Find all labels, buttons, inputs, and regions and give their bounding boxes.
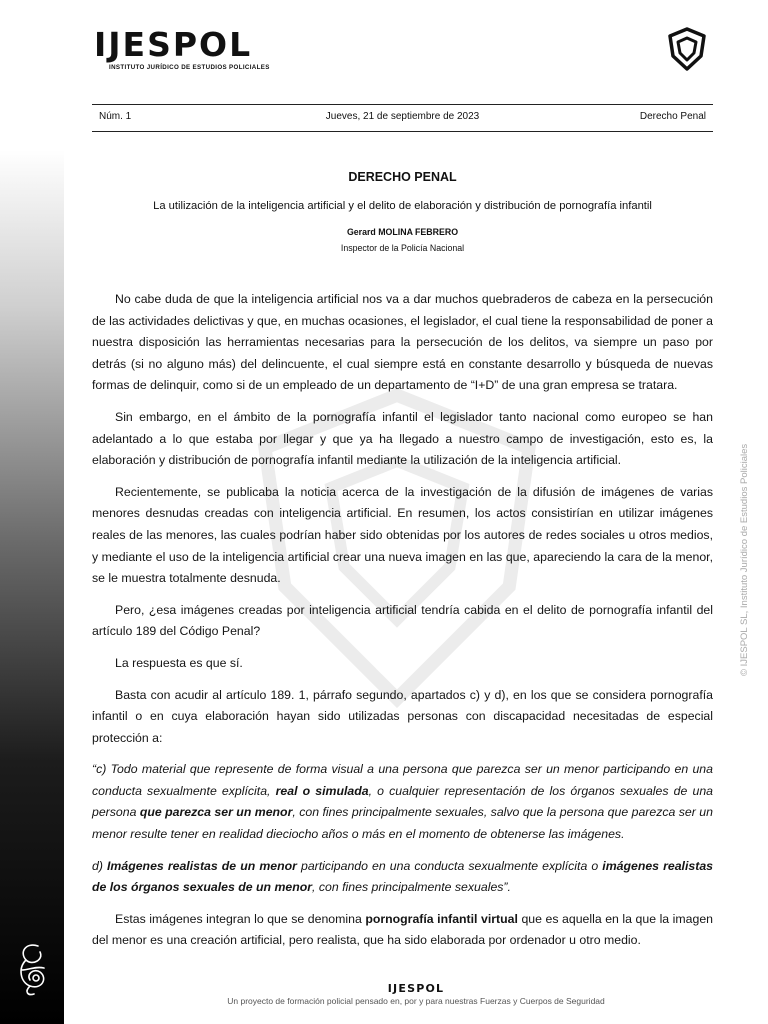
quote-text: , con fines principalmente sexuales”. [312,880,511,895]
paragraph: Sin embargo, en el ámbito de la pornografía infantil el legislador tanto nacional como europeo se han adelantado a lo que estaba por llegar y que ya ha llegado a nuestro campo de investigación, esto es, la elaboración y distribución de pornografía infantil mediante la utilización de la inteligencia artificial. [92,409,713,468]
issue-date: Jueves, 21 de septiembre de 2023 [325,111,480,122]
paragraph: La respuesta es que sí. [115,655,243,670]
paragraph-emphasis: pornografía infantil virtual [365,911,518,926]
paragraph: Pero, ¿esa imágenes creadas por inteligencia artificial tendría cabida en el delito de pornografía infantil del artículo 189 del Código Penal? [92,602,713,639]
paragraph: Recientemente, se publicaba la noticia acerca de la investigación de la difusión de imágenes de varias menores desnudas creadas con inteligencia artificial. En resumen, los actos consistirían en utilizar imágenes reales de las menores, las cuales podrían haber sido obtenidas por los autores de redes sociales u otros medios, y mediante el uso de la inteligencia artificial crear una nueva imagen en las que, apareciendo la cara de la menor, se le muestra totalmente desnuda. [92,484,713,586]
paragraph: Basta con acudir al artículo 189. 1, párrafo segundo, apartados c) y d), en los que se considera pornografía infantil o en cuya elaboración hayan sido utilizadas personas con discapacidad necesitadas de especial protección a: [92,687,713,745]
brand-logo [94,25,270,71]
ornament-icon [16,940,50,998]
issue-meta-row [92,111,713,125]
quote-text: “c) Todo material que represente de forma visual a una persona que parezca ser un menor participando en una conducta sexualmente explícita, [92,762,713,798]
quote-emphasis: que parezca ser un menor [139,805,293,820]
section-title: DERECHO PENAL [348,170,457,184]
quote-text: participando en una conducta sexualmente explícita o [296,858,603,873]
side-gradient-bar [0,150,64,1024]
paragraph-text: que es aquella en la que la imagen del menor es una creación artificial, pero realista, que ha sido elaborada por ordenador u otro medio. [92,911,714,948]
paragraph-text: Estas imágenes integran lo que se denomina [115,911,366,926]
quote-text: , con fines principalmente sexuales, salvo que la persona que parezca ser un menor resulte tener en realidad dieciocho años o más en el momento de obtenerse las imágenes. [92,805,713,842]
brand-subtitle: INSTITUTO JURÍDICO DE ESTUDIOS POLICIALES [109,64,270,71]
author-role: Inspector de la Policía Nacional [340,243,465,253]
paragraph [92,909,713,952]
side-copyright: © IJESPOL SL, Instituto Jurídico de Estudios Policiales [739,443,750,676]
paragraph: No cabe duda de que la inteligencia artificial nos va a dar muchos quebraderos de cabeza en la persecución de las actividades delictivas y que, en muchas ocasiones, el legislador, el cual tiene la responsabilidad de poner a nuestra disposición las herramientas necesarias para la persecución de los delitos, va siempre un paso por detrás (si no alguno más) del delincuente, el cual siempre está en constante desarrollo y búsqueda de nuevas formas de delinquir, como si de un empleado de un departamento de “I+D” de una gran empresa se tratara. [92,292,713,393]
legal-quote-d [92,856,713,899]
footer-tagline: Un proyecto de formación policial pensado en, por y para nuestras Fuerzas y Cuerpos de Seguridad [227,996,605,1006]
brand-name: IJESPOL [94,25,253,64]
issue-section: Derecho Penal [639,111,706,122]
quote-emphasis: imágenes realistas de los órganos sexuales de un menor [92,858,713,895]
quote-text: d) [92,858,108,873]
quote-emphasis: Imágenes realistas de un menor [107,858,297,873]
article-author: Gerard MOLINA FEBRERO [346,227,459,237]
footer-brand: IJESPOL [387,982,445,995]
header-rule-top [92,104,713,105]
issue-number: Núm. 1 [99,111,132,122]
article-body [92,289,713,962]
header-rule-bottom [92,131,713,132]
quote-emphasis: real o simulada [275,783,369,798]
legal-quote-c [92,759,713,845]
shield-logo-icon [664,26,710,72]
article-title: La utilización de la inteligencia artificial y el delito de elaboración y distribución de pornografía infantil [153,200,652,212]
page-footer [64,983,768,1006]
quote-text: , o cualquier representación de los órganos sexuales de una persona [92,783,713,820]
